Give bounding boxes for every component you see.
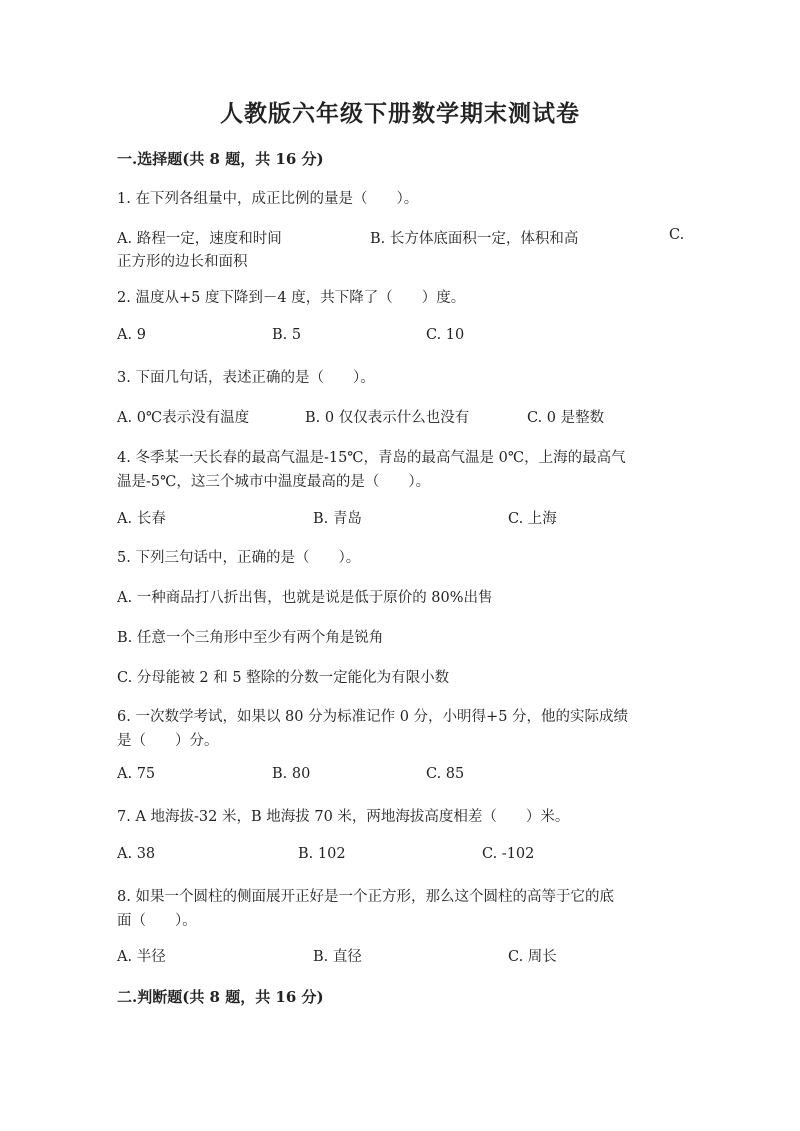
question-4-options — [117, 507, 687, 531]
question-4-line-1: 4. 冬季某一天长春的最高气温是-15℃，青岛的最高气温是 0℃，上海的最高气 — [117, 450, 626, 466]
section-heading-choice: 一.选择题(共 8 题，共 16 分) — [117, 150, 324, 168]
question-8 — [117, 885, 687, 933]
question-5: 5. 下列三句话中，正确的是（ ）。 — [117, 550, 361, 566]
page-title: 人教版六年级下册数学期末测试卷 — [220, 100, 580, 127]
question-8-line-2: 面（ ）。 — [117, 913, 197, 929]
question-8-line-1: 8. 如果一个圆柱的侧面展开正好是一个正方形，那么这个圆柱的高等于它的底 — [117, 889, 614, 905]
option-a: A. 38 — [117, 846, 156, 862]
question-1: 1. 在下列各组量中，成正比例的量是（ ）。 — [117, 191, 419, 207]
question-7-options — [117, 846, 687, 870]
option-b: B. 直径 — [313, 949, 362, 965]
option-c: C. 10 — [426, 327, 465, 343]
question-7: 7. A 地海拔-32 米，B 地海拔 70 米，两地海拔高度相差（ ）米。 — [117, 809, 570, 825]
option-c: C. 上海 — [508, 511, 557, 527]
question-4-line-2: 温是-5℃，这三个城市中温度最高的是（ ）。 — [117, 474, 431, 490]
question-3: 3. 下面几句话，表述正确的是（ ）。 — [117, 370, 375, 386]
option-c: C. -102 — [482, 846, 535, 862]
option-c: C. — [669, 227, 685, 243]
option-a: A. 一种商品打八折出售，也就是说是低于原价的 80%出售 — [117, 590, 493, 606]
question-2: 2. 温度从+5 度下降到－4 度，共下降了（ ）度。 — [117, 290, 466, 306]
option-a: A. 9 — [117, 327, 146, 343]
option-a: A. 长春 — [117, 511, 166, 527]
question-6-line-1: 6. 一次数学考试，如果以 80 分为标准记作 0 分，小明得+5 分，他的实际成绩 — [117, 709, 629, 725]
option-c: C. 周长 — [508, 949, 557, 965]
option-b: B. 长方体底面积一定，体积和高 — [370, 231, 579, 247]
question-4 — [117, 446, 687, 494]
question-2-options — [117, 327, 687, 351]
option-c-continued: 正方形的边长和面积 — [117, 254, 248, 270]
option-b: B. 80 — [272, 766, 311, 782]
option-b: B. 0 仅仅表示什么也没有 — [305, 410, 470, 426]
option-c: C. 分母能被 2 和 5 整除的分数一定能化为有限小数 — [117, 670, 450, 686]
question-6-line-2: 是（ ）分。 — [117, 733, 219, 749]
option-a: A. 路程一定，速度和时间 — [117, 231, 282, 247]
question-3-options — [117, 406, 687, 430]
option-b: B. 青岛 — [313, 511, 362, 527]
option-a: A. 半径 — [117, 949, 166, 965]
option-a: A. 0℃表示没有温度 — [117, 410, 250, 426]
option-a: A. 75 — [117, 766, 156, 782]
option-c: C. 85 — [426, 766, 465, 782]
section-heading-judgement: 二.判断题(共 8 题，共 16 分) — [117, 988, 324, 1006]
question-6-options — [117, 766, 687, 790]
question-6 — [117, 705, 687, 753]
option-b: B. 102 — [298, 846, 346, 862]
option-b: B. 任意一个三角形中至少有两个角是锐角 — [117, 630, 384, 646]
question-1-options — [117, 227, 687, 251]
option-b: B. 5 — [272, 327, 302, 343]
option-c: C. 0 是整数 — [527, 410, 605, 426]
question-8-options — [117, 945, 687, 969]
